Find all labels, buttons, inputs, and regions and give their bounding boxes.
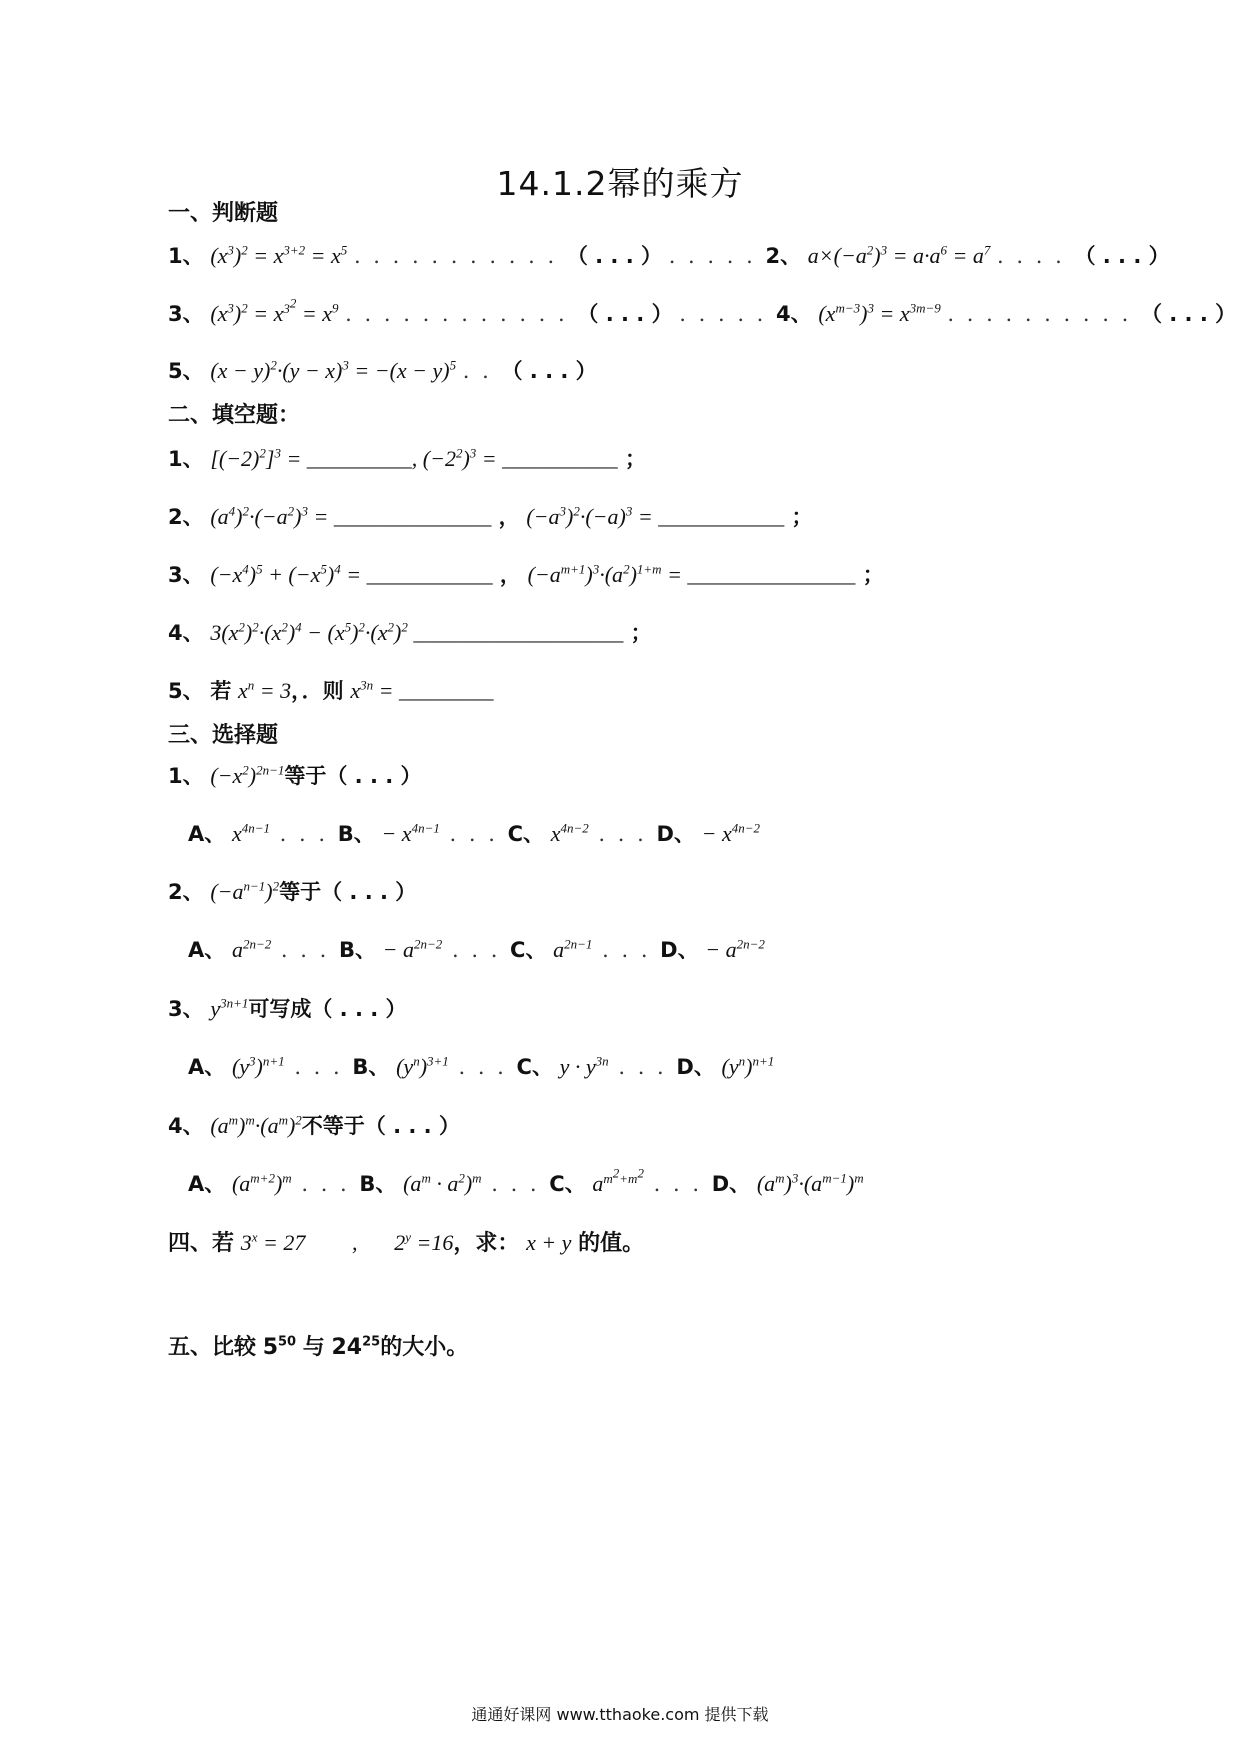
question-number: 2、 (168, 880, 204, 904)
fill-question-4: 4、 $3(x^2)^2\cdot(x^2)^4 - (x^5)^2\cdot(x^2)^2$ ____________________ ； (168, 619, 652, 645)
option-c[interactable]: C、 (549, 1172, 586, 1196)
answer-blank[interactable]: ____________ (366, 563, 493, 587)
section-4-heading: 四、若 (168, 1231, 235, 1256)
answer-paren[interactable]: （ . . . ） (566, 244, 662, 268)
option-b[interactable]: B、 (338, 938, 376, 962)
question-text: 可写成（ . . . ） (248, 997, 407, 1021)
question-number: 1、 (168, 764, 204, 788)
option-d[interactable]: D、 (676, 1055, 715, 1079)
option-c[interactable]: C、 (510, 938, 547, 962)
value-word: 的值。 (578, 1231, 645, 1256)
option-b[interactable]: B、 (352, 1055, 390, 1079)
answer-blank[interactable]: ____________________ (413, 621, 624, 645)
choice-2-options: A、 $a^{2n-2}$ . . . B、 − $a^{2n-2}$ . . . C、 $a^{2n-1}$ . . . D、 − $a^{2n-2}$ (188, 936, 765, 962)
choice-question-4: 4、 $(a^m)^m\cdot(a^m)^2$不等于（ . . . ） (168, 1112, 460, 1138)
option-c[interactable]: C、 (507, 822, 544, 846)
fill-question-1: 1、 $[(-2)^2]^3$ = __________, $(-2^2)^3$ = ___________ ； (168, 445, 646, 471)
question-number: 5、 (168, 359, 204, 383)
yu-word: 与 (302, 1335, 325, 1360)
judge-question-5: 5、 $(x - y)^2\cdot(y - x)^3 = -(x - y)^5$ . . （ . . . ） (168, 357, 597, 383)
question-number: 2、 (168, 505, 204, 529)
section-5-heading: 五、比较 (168, 1335, 257, 1360)
choice-3-options: A、 $(y^3)^{n+1}$ . . . B、 $(y^n)^{3+1}$ . . . C、 $y \cdot y^{3n}$ . . . D、 $(y^n)^{n+1}$ (188, 1053, 775, 1079)
section-1-heading: 一、判断题 (168, 201, 279, 226)
question-number: 2、 (765, 244, 802, 268)
fill-question-3: 3、 $(-x^4)^5 + (-x^5)^4$ = ____________ ， $(-a^{m+1})^3\cdot(a^2)^{1+m}$ = ________________ ； (168, 561, 884, 587)
question-number: 4、 (776, 302, 812, 326)
answer-blank[interactable]: _________ (398, 679, 494, 703)
answer-blank[interactable]: _______________ (333, 505, 492, 529)
answer-blank[interactable]: __________ (306, 447, 412, 471)
answer-paren[interactable]: （ . . . ） (577, 302, 673, 326)
choice-question-2: 2、 $(-a^{n-1})^2$等于（ . . . ） (168, 878, 417, 904)
ze-word: ，．则 (291, 679, 344, 703)
question-number: 4、 (168, 1114, 204, 1138)
fill-question-2: 2、 $(a^4)^2\cdot(-a^2)^3$ = _______________ ， $(-a^3)^2\cdot(-a)^3$ = ____________ ； (168, 503, 813, 529)
answer-blank[interactable]: ___________ (502, 447, 618, 471)
choice-question-3: 3、 $y^{3n+1}$可写成（ . . . ） (168, 995, 407, 1021)
footer-text: 通通好课网 www.tthaoke.com 提供下载 (471, 1705, 769, 1724)
size-word: 的大小。 (380, 1335, 469, 1360)
question-number: 1、 (168, 244, 204, 268)
answer-blank[interactable]: ________________ (687, 563, 856, 587)
option-a[interactable]: A、 (188, 938, 226, 962)
section-3-heading: 三、选择题 (168, 723, 279, 748)
ruo-word: 若 (210, 679, 232, 703)
question-number: 4、 (168, 621, 204, 645)
option-c[interactable]: C、 (516, 1055, 553, 1079)
question-number: 3、 (168, 302, 204, 326)
option-b[interactable]: B、 (359, 1172, 397, 1196)
answer-paren[interactable]: （ . . . ） (1140, 302, 1237, 326)
page-title: 14.1.2幂的乘方 (496, 164, 744, 203)
judge-question-1: 1、 $(x^3)^2 = x^{3+2} = x^5$ . . . . . . . . . . . （ . . . ） . . . . . 2、 $a\times(-a^2)^3 = a\cdot a^6 = a^7$ . . . . （ . . . ） (168, 242, 1170, 268)
option-b[interactable]: B、 (337, 822, 375, 846)
question-number: 1、 (168, 447, 204, 471)
question-text: 不等于（ . . . ） (301, 1114, 460, 1138)
section-4-question: 四、若 $3^x = 27$ , $2^y =16$，求： x + y 的值。 (168, 1229, 645, 1256)
option-d[interactable]: D、 (656, 822, 695, 846)
choice-4-options: A、 $(a^{m+2})^m$ . . . B、 $(a^m \cdot a^2)^m$ . . . C、 $a^{m^2+m^2}$ . . . D、 $(a^m)^3\cdot(a^{m-1})^m$ (188, 1165, 864, 1196)
question-number: 3、 (168, 563, 204, 587)
section-2-heading: 二、填空题： (168, 403, 301, 428)
answer-paren[interactable]: （ . . . ） (501, 359, 597, 383)
question-text: 等于（ . . . ） (279, 880, 417, 904)
qiu-word: ，求： (453, 1231, 520, 1256)
option-a[interactable]: A、 (188, 1055, 226, 1079)
option-d[interactable]: D、 (711, 1172, 751, 1196)
question-number: 3、 (168, 997, 204, 1021)
choice-question-1: 1、 $(-x^2)^{2n-1}$等于（ . . . ） (168, 762, 422, 788)
option-a[interactable]: A、 (188, 1172, 226, 1196)
fill-question-5: 5、 若 $x^n = 3$，．则 $x^{3n}$ = _________ (168, 677, 494, 703)
question-number: 5、 (168, 679, 204, 703)
judge-question-3: 3、 $(x^3)^2 = x^{3^2} = x^9$ . . . . . . . . . . . . （ . . . ） . . . . . 4、 $(x^{m-3})^3 = x^{3m-9}$ . . . . . . . . . . （ . . . ） (168, 295, 1237, 326)
option-d[interactable]: D、 (660, 938, 699, 962)
answer-blank[interactable]: ____________ (658, 505, 785, 529)
answer-paren[interactable]: （ . . . ） (1074, 244, 1170, 268)
question-text: 等于（ . . . ） (284, 764, 422, 788)
option-a[interactable]: A、 (188, 822, 226, 846)
section-5-question: 五、比较 $5^{50}$ 与 $24^{25}$的大小。 (168, 1334, 469, 1360)
choice-1-options: A、 $x^{4n-1}$ . . . B、 − $x^{4n-1}$ . . . C、 $x^{4n-2}$ . . . D、 − $x^{4n-2}$ (188, 820, 760, 846)
